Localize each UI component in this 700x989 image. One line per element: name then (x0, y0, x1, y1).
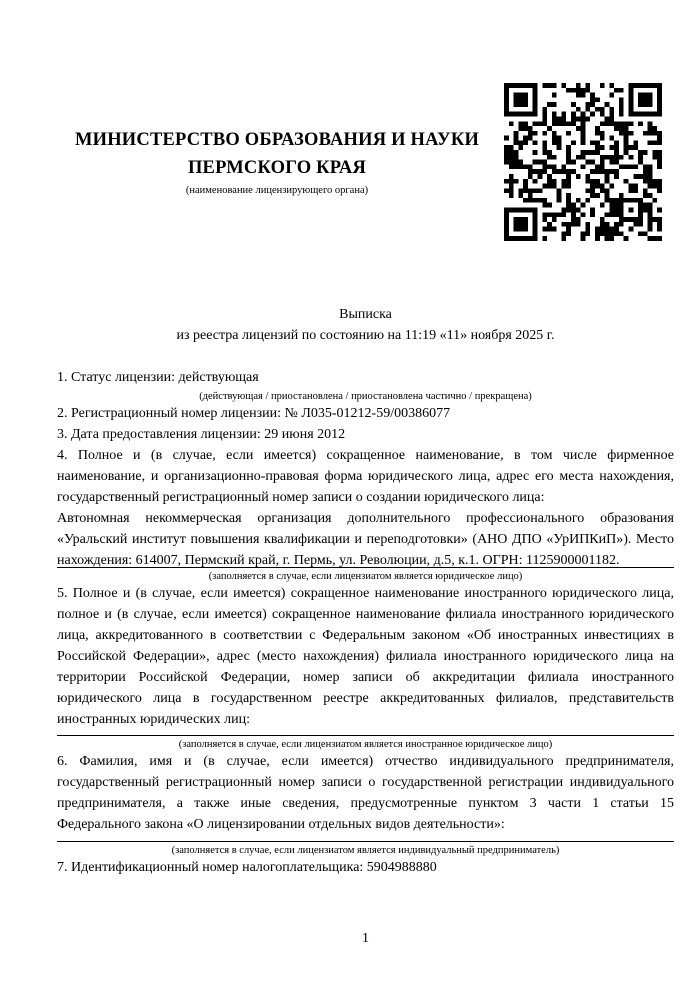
fill-in-line (57, 841, 674, 842)
document-header (57, 126, 497, 197)
item-individual-entrepreneur-caption: (заполняется в случае, если лицензиатом является индивидуальный предприниматель) (171, 845, 560, 856)
item-legal-entity-value: Автономная некоммерческая организация дополнительного профессионального образования «Уральский институт повышения квалификации и переподготовки» (АНО ДПО «УрИПКиП»). Место нахождения: 614007, Пермский край, г. Пермь, ул. Революции, д.5, к.1. ОГРН: 1125900001182. (57, 511, 674, 568)
fill-in-line (57, 735, 674, 736)
item-license-status: 1. Статус лицензии: действующая (57, 370, 259, 385)
qr-code-icon (504, 83, 662, 241)
item-license-status-caption: (действующая / приостановлена / приостановлена частично / прекращена) (199, 391, 532, 402)
document-title-line1: Выписка (339, 307, 392, 322)
document-title-line2: из реестра лицензий по состоянию на 11:19 «11» ноября 2025 г. (176, 328, 555, 343)
issuing-authority-name (57, 126, 497, 182)
page-number: 1 (362, 931, 369, 946)
item-legal-entity-heading: 4. Полное и (в случае, если имеется) сокращенное наименование, в том числе фирменное наименование, и организационно-правовая форма юридического лица, адрес его места нахождения, государственный регистрационный номер записи о создании юридического лица: (57, 448, 674, 505)
issuing-authority-name-line1: МИНИСТЕРСТВО ОБРАЗОВАНИЯ И НАУКИ (74, 130, 480, 150)
item-registration-number: 2. Регистрационный номер лицензии: № Л035-01212-59/00386077 (57, 406, 451, 421)
item-foreign-entity-caption: (заполняется в случае, если лицензиатом является иностранное юридическое лицо) (178, 739, 553, 750)
item-taxpayer-id: 7. Идентификационный номер налогоплательщика: 5904988880 (57, 860, 437, 875)
issuing-authority-caption: (наименование лицензирующего органа) (185, 185, 369, 196)
item-legal-entity-caption: (заполняется в случае, если лицензиатом является юридическое лицо) (208, 571, 523, 582)
issuing-authority-name-line2: ПЕРМСКОГО КРАЯ (187, 158, 367, 178)
item-foreign-entity-heading: 5. Полное и (в случае, если имеется) сокращенное наименование иностранного юридического лица, полное и (в случае, если имеется) сокращенное наименование филиала иностранного юридического лица, аккредитованного в соответствии с Федеральным законом «Об иностранных инвестициях в Российской Федерации», адрес (место нахождения) филиала иностранного юридического лица на территории Российской Федерации, номер записи об аккредитации филиала иностранного юридического лица в государственном реестре аккредитованных филиалов, представительств иностранных юридических лиц: (57, 586, 674, 727)
document-title (57, 304, 674, 346)
item-individual-entrepreneur-heading: 6. Фамилия, имя и (в случае, если имеется) отчество индивидуального предпринимателя, государственный регистрационный номер записи о государственной регистрации индивидуального предпринимателя, а также иные сведения, предусмотренные пунктом 3 части 1 статьи 15 Федерального закона «О лицензировании отдельных видов деятельности»: (57, 754, 674, 832)
document-body (57, 367, 674, 878)
item-license-grant-date: 3. Дата предоставления лицензии: 29 июня 2012 (57, 427, 346, 442)
